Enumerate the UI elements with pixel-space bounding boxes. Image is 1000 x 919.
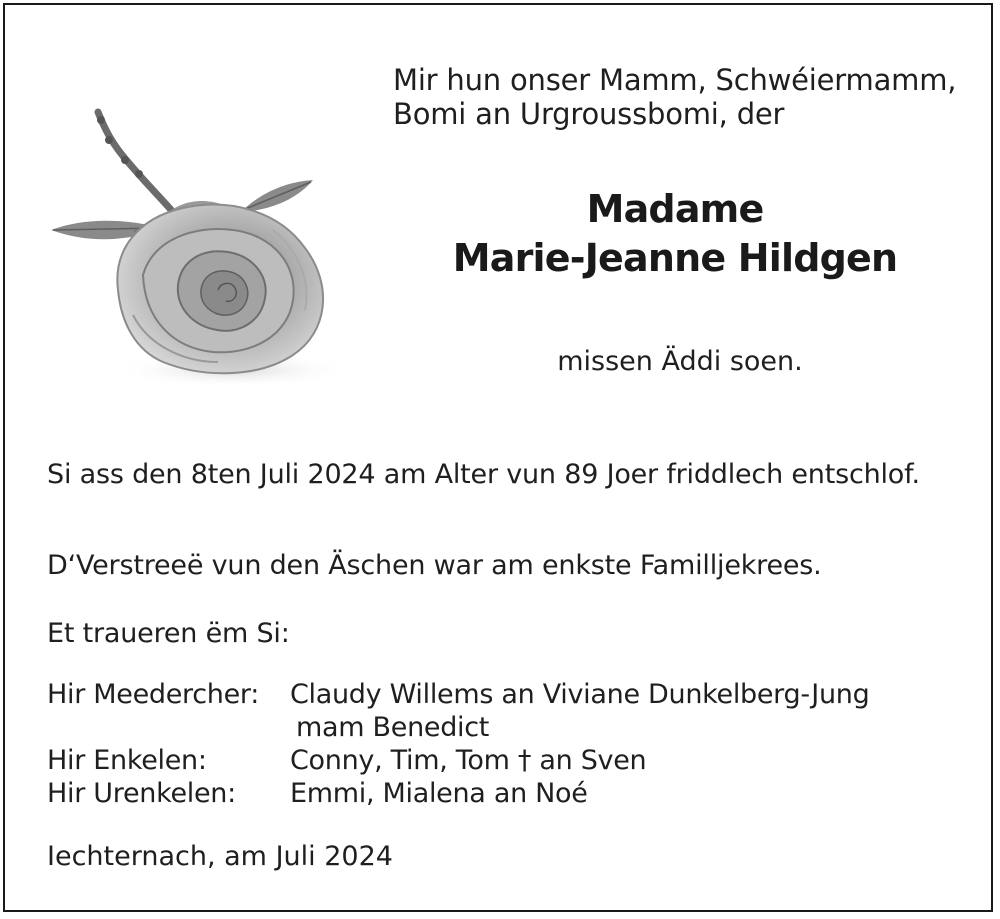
family-members: mam Benedict bbox=[296, 712, 490, 743]
family-members: Conny, Tim, Tom † an Sven bbox=[290, 745, 647, 776]
family-row bbox=[47, 678, 963, 711]
place-date-line: Iechternach, am Juli 2024 bbox=[47, 841, 393, 872]
family-row bbox=[47, 777, 963, 810]
family-label: Hir Urenkelen: bbox=[47, 778, 236, 809]
ashes-paragraph: D‘Verstreeë vun den Äschen war am enkste Familljekrees. bbox=[47, 550, 822, 581]
deceased-name: Marie-Jeanne Hildgen bbox=[452, 236, 898, 280]
family-label bbox=[47, 711, 290, 744]
rose-icon bbox=[43, 100, 363, 400]
family-members: Claudy Willems an Viviane Dunkelberg-Jung bbox=[290, 679, 870, 710]
intro-line-1: Mir hun onser Mamm, Schwéiermamm, bbox=[393, 63, 957, 97]
family-label: Hir Enkelen: bbox=[47, 745, 207, 776]
obituary-frame bbox=[3, 3, 993, 912]
family-row bbox=[47, 711, 963, 744]
family-members: Emmi, Mialena an Noé bbox=[290, 778, 588, 809]
intro-text bbox=[393, 63, 983, 131]
farewell-line: missen Äddi soen. bbox=[557, 346, 803, 377]
family-row bbox=[47, 744, 963, 777]
death-announcement-paragraph: Si ass den 8ten Juli 2024 am Alter vun 89 Joer friddlech entschlof. bbox=[47, 459, 920, 490]
deceased-name-block bbox=[385, 185, 965, 283]
family-list bbox=[47, 678, 963, 810]
mourners-intro: Et traueren ëm Si: bbox=[47, 618, 290, 649]
deceased-title: Madame bbox=[586, 187, 764, 231]
intro-line-2: Bomi an Urgroussbomi, der bbox=[393, 97, 785, 131]
family-label: Hir Meedercher: bbox=[47, 679, 260, 710]
